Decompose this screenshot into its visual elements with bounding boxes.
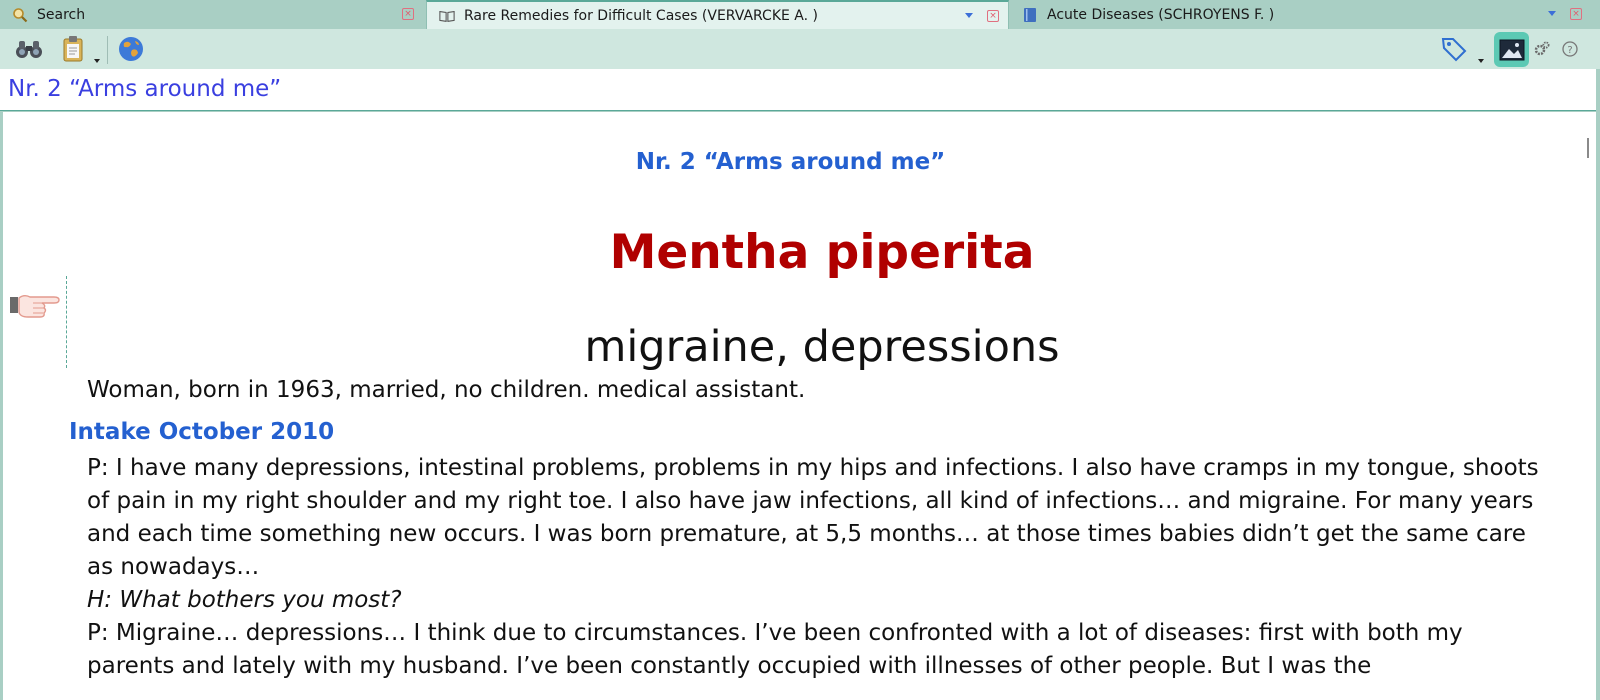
tab-dropdown-icon[interactable]: [965, 13, 973, 18]
tab-acute-diseases-close-icon[interactable]: ×: [1570, 8, 1582, 20]
tag-icon[interactable]: [1439, 34, 1469, 64]
tab-rare-remedies-close-icon[interactable]: ×: [987, 10, 999, 22]
remedy-title: Mentha piperita: [609, 225, 1035, 280]
image-view-icon[interactable]: [1494, 32, 1529, 67]
document-title: Nr. 2 “Arms around me”: [8, 76, 282, 102]
gears-icon[interactable]: [1530, 34, 1554, 64]
open-book-icon: [439, 8, 455, 24]
clipboard-icon[interactable]: [58, 34, 88, 64]
help-icon[interactable]: [1556, 34, 1584, 64]
paragraph-question: H: What bothers you most?: [87, 587, 402, 613]
svg-text:?: ?: [1567, 45, 1573, 56]
tab-bar: [0, 0, 1600, 29]
globe-icon[interactable]: [116, 34, 146, 64]
tab-rare-remedies-label: Rare Remedies for Difficult Cases (VERVARCKE A. ): [464, 7, 818, 24]
toolbar: [0, 29, 1600, 69]
tab-dropdown-icon[interactable]: [1548, 11, 1556, 16]
toolbar-separator: [107, 36, 108, 64]
clipboard-dropdown-icon[interactable]: [94, 59, 100, 63]
paragraph: P: I have many depressions, intestinal problems, problems in my hips and infections. I also have cramps in my tongue, shoots of pain in my right shoulder and my right toe. I also have jaw infections, all kind of infections… and migraine. For many years and each time something new occurs. I was born premature, at 5,5 months… at those times babies didn’t get the same care as nowadays…: [87, 455, 1539, 580]
vertical-scrollbar[interactable]: [1580, 112, 1596, 700]
tab-search[interactable]: [0, 0, 426, 29]
pointing-hand-icon[interactable]: [8, 288, 64, 320]
section-heading: Intake October 2010: [69, 419, 335, 445]
binoculars-icon[interactable]: [14, 34, 44, 64]
chapter-subtitle: Nr. 2 “Arms around me”: [635, 149, 946, 175]
tab-acute-diseases-label: Acute Diseases (SCHROYENS F. ): [1047, 6, 1275, 23]
remedy-theme: migraine, depressions: [584, 322, 1060, 372]
tab-search-label: Search: [37, 6, 86, 23]
tab-rare-remedies[interactable]: [426, 0, 1009, 29]
blue-book-icon: [1022, 7, 1038, 23]
paragraph: P: Migraine… depressions… I think due to circumstances. I’ve been confronted with a lot of diseases: first with both my parents and lately with my husband. I’ve been constantly occupied with illnesses of other people. But I was the: [87, 620, 1463, 679]
patient-intro: Woman, born in 1963, married, no children. medical assistant.: [87, 377, 806, 403]
tab-search-close-icon[interactable]: ×: [402, 8, 414, 20]
document-content: [3, 112, 1596, 700]
tag-dropdown-icon[interactable]: [1478, 59, 1484, 63]
tab-acute-diseases[interactable]: [1010, 0, 1600, 29]
scrollbar-thumb[interactable]: [1587, 138, 1589, 158]
search-icon: [12, 7, 28, 23]
document-title-bar: [0, 69, 1596, 111]
